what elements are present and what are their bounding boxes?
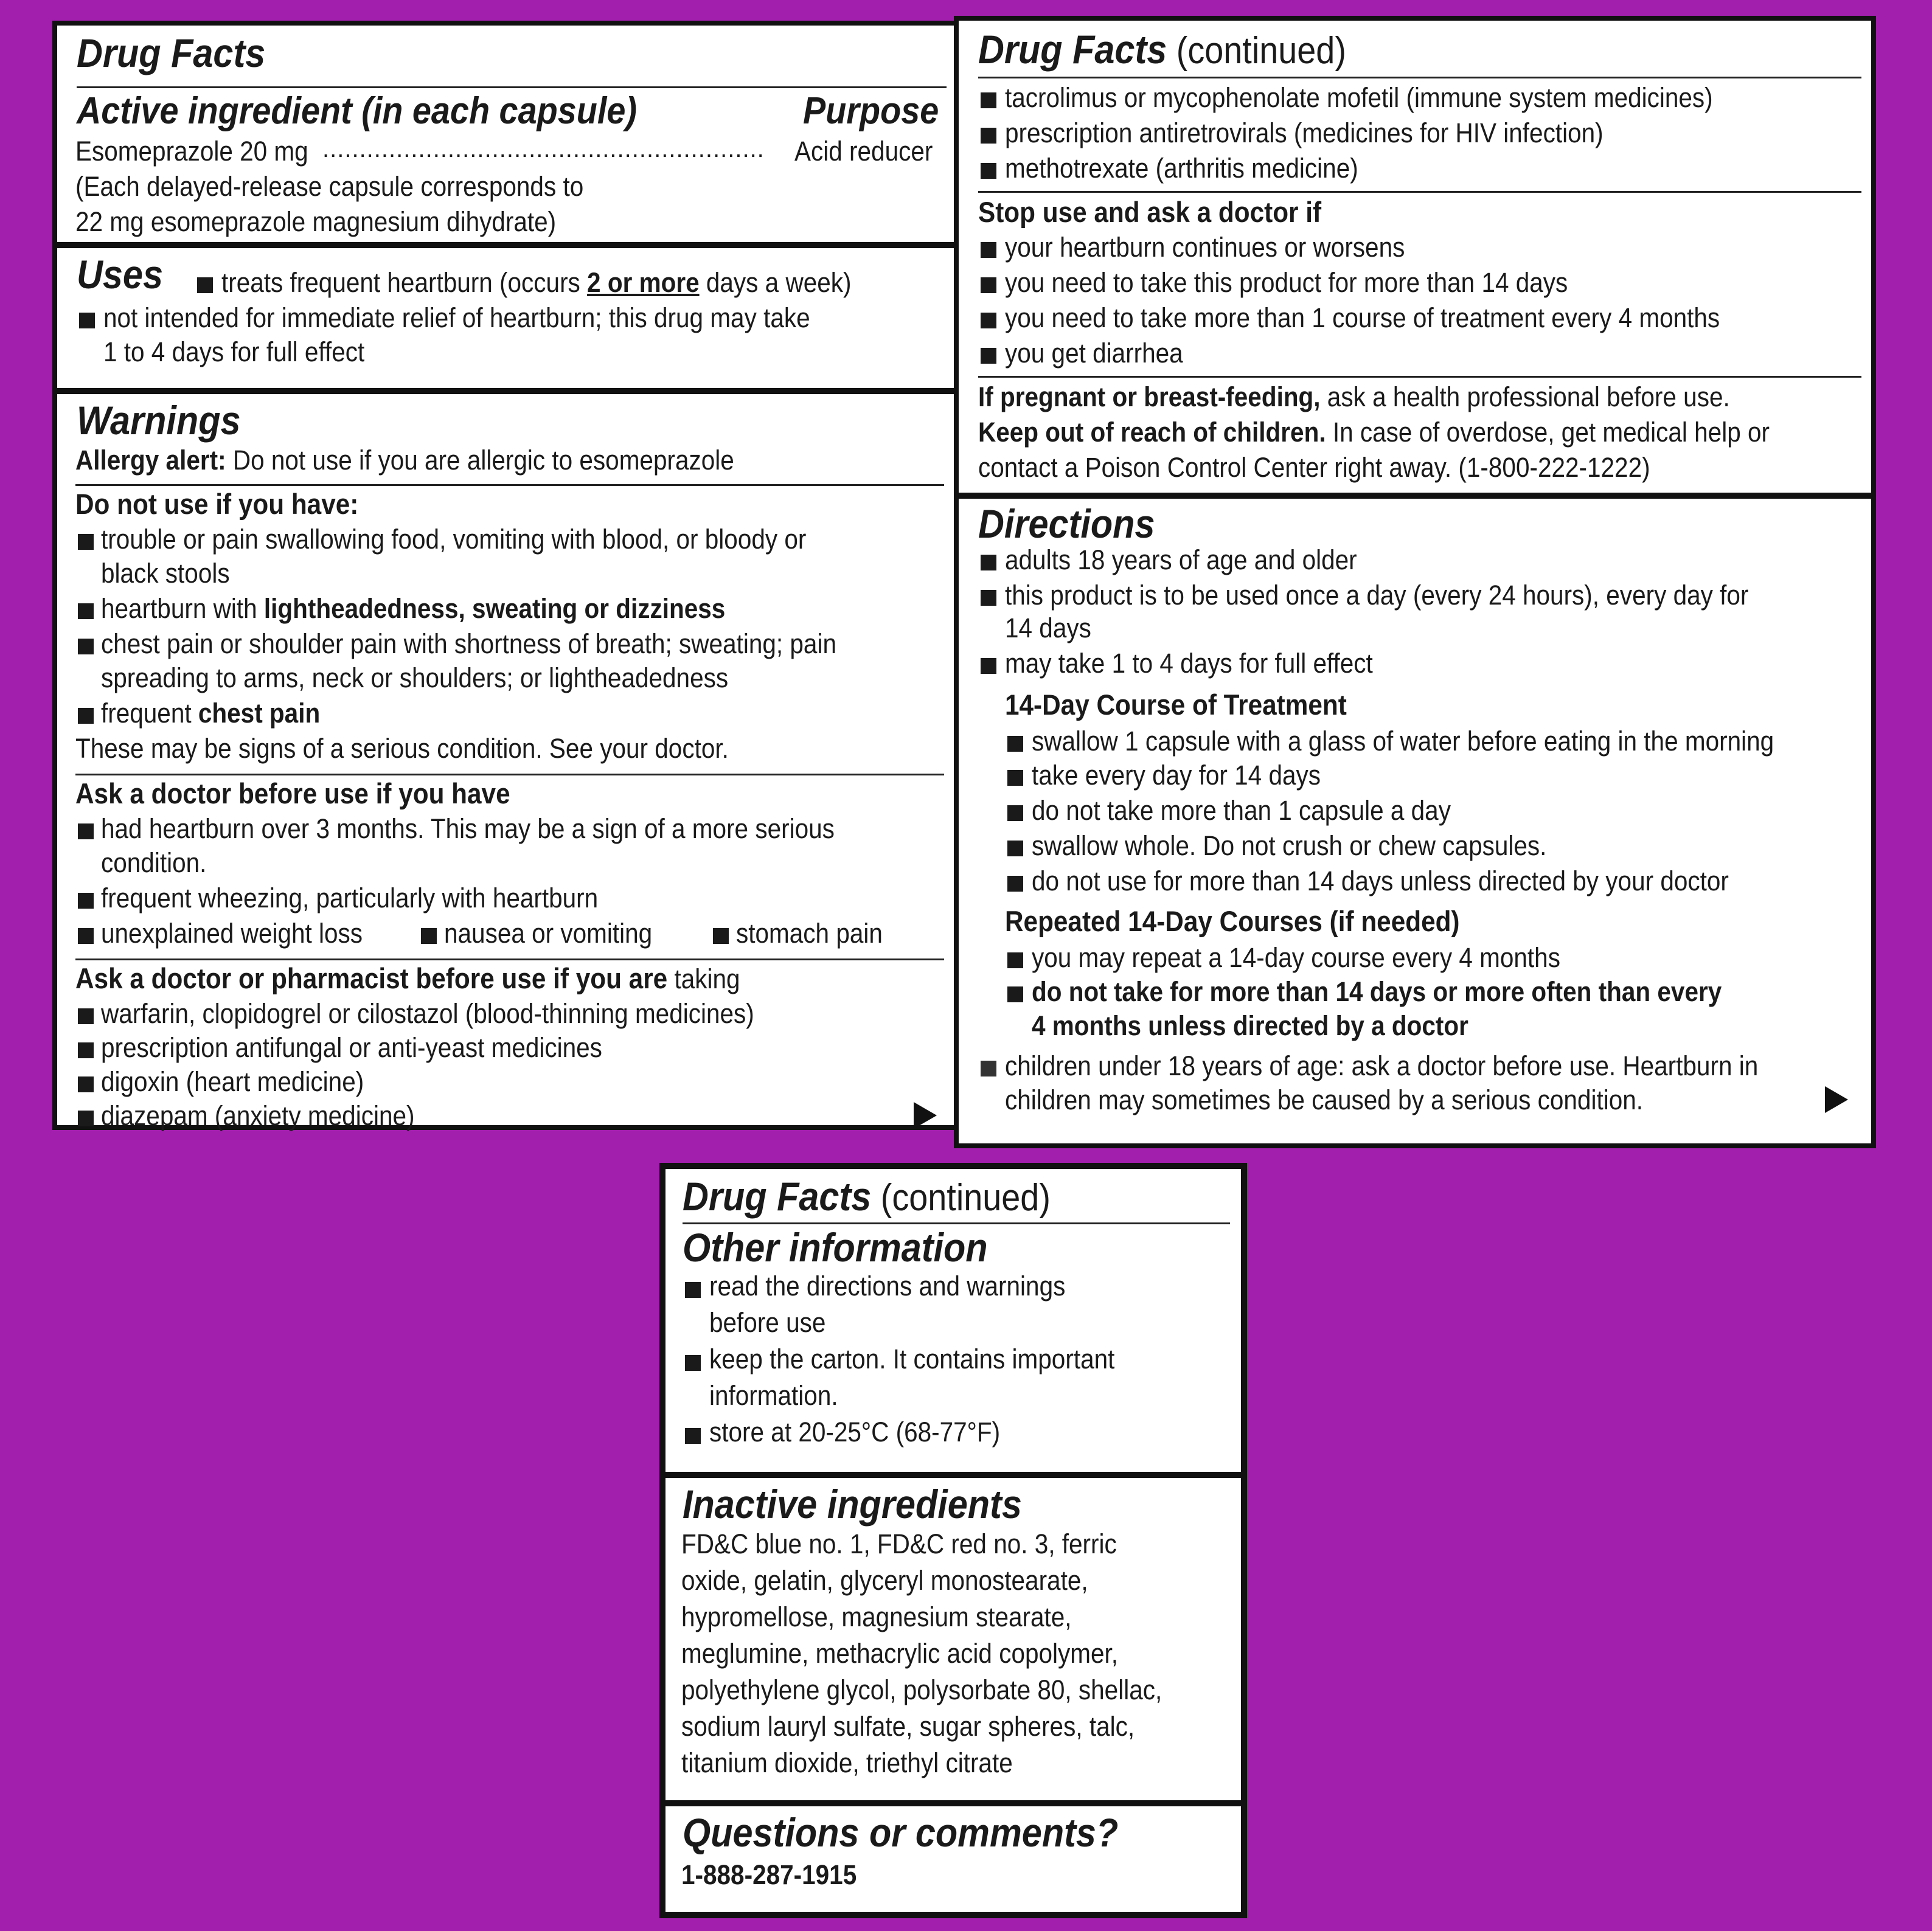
course-item-2: take every day for 14 days: [1032, 760, 1321, 791]
square-bullet-icon: [197, 277, 213, 293]
ask-pharmacist-item-4: diazepam (anxiety medicine): [101, 1100, 415, 1131]
square-bullet-icon: [1007, 986, 1023, 1002]
do-not-use-item-1-line2: black stools: [101, 558, 230, 589]
uses-heading: Uses: [77, 252, 164, 297]
title-rule-2: [978, 77, 1861, 78]
continue-arrow-icon: [1825, 1086, 1848, 1113]
do-not-use-item-2: [101, 592, 725, 625]
square-bullet-icon: [981, 163, 996, 179]
repeat-item-1: you may repeat a 14-day course every 4 months: [1032, 942, 1560, 973]
stop-use-item-2: you need to take this product for more than 14 days: [1005, 267, 1568, 298]
course-item-1: swallow 1 capsule with a glass of water before eating in the morning: [1032, 726, 1774, 757]
ingredient-purpose: Acid reducer: [794, 136, 933, 167]
keep-out-label: Keep out of reach of children.: [978, 417, 1326, 448]
other-information-heading: Other information: [683, 1225, 988, 1270]
square-bullet-icon: [1007, 841, 1023, 856]
directions-item-2-line2: 14 days: [1005, 612, 1091, 643]
ask-doctor-item-4: nausea or vomiting: [444, 918, 653, 949]
other-information-section: [665, 1169, 1241, 1472]
inactive-line: titanium dioxide, triethyl citrate: [681, 1747, 1013, 1778]
children-note-line1: children under 18 years of age: ask a doctor before use. Heartburn in: [1005, 1050, 1759, 1081]
square-bullet-icon: [78, 928, 94, 944]
square-bullet-icon: [1007, 736, 1023, 752]
do-not-use-item-3-line2: spreading to arms, neck or shoulders; or lightheadedness: [101, 662, 729, 693]
questions-phone: 1-888-287-1915: [681, 1859, 857, 1890]
stop-use-item-1: your heartburn continues or worsens: [1005, 232, 1405, 263]
square-bullet-icon: [78, 893, 94, 909]
square-bullet-icon: [981, 313, 996, 328]
ingredient-note-line2: 22 mg esomeprazole magnesium dihydrate): [75, 206, 557, 237]
square-bullet-icon: [685, 1355, 701, 1371]
course-item-5: do not use for more than 14 days unless directed by your doctor: [1032, 865, 1729, 896]
square-bullet-icon: [981, 277, 996, 293]
directions-item-1: adults 18 years of age and older: [1005, 544, 1357, 575]
pregnancy-text: ask a health professional before use.: [1320, 381, 1730, 412]
course-item-4: swallow whole. Do not crush or chew capsules.: [1032, 830, 1547, 861]
pregnancy-label: If pregnant or breast-feeding,: [978, 381, 1321, 412]
continued-rule-2: [978, 376, 1861, 378]
square-bullet-icon: [685, 1428, 701, 1444]
ask-doctor-item-3: unexplained weight loss: [101, 918, 363, 949]
drug-facts-title-3: Drug Facts: [683, 1174, 872, 1219]
directions-item-2-line1: this product is to be used once a day (every 24 hours), every day for: [1005, 580, 1749, 611]
ask-doctor-item-1-line1: had heartburn over 3 months. This may be a sign of a more serious: [101, 813, 835, 844]
uses-item-1: [221, 266, 851, 299]
directions-section: [959, 499, 1871, 1143]
drug-facts-panel-1: [52, 21, 959, 1130]
other-item-3: store at 20-25°C (68-77°F): [709, 1416, 1001, 1447]
questions-heading: Questions or comments?: [683, 1810, 1119, 1855]
inactive-line: sodium lauryl sulfate, sugar spheres, talc,: [681, 1711, 1135, 1742]
square-bullet-icon: [713, 928, 729, 944]
continued-warnings-section: [959, 21, 1871, 493]
do-not-use-item-4: [101, 697, 320, 730]
do-not-use-item-1-line1: trouble or pain swallowing food, vomiting with blood, or bloody or: [101, 524, 807, 555]
do-not-use-item-4-pre: frequent: [101, 698, 198, 729]
course-item-3: do not take more than 1 capsule a day: [1032, 795, 1451, 826]
allergy-alert-label: Allergy alert:: [75, 445, 226, 476]
square-bullet-icon: [981, 1061, 996, 1076]
purpose-heading: Purpose: [803, 90, 939, 132]
inactive-ingredients-heading: Inactive ingredients: [683, 1482, 1022, 1527]
keep-out-text: In case of overdose, get medical help or: [1326, 417, 1770, 448]
repeat-heading: Repeated 14-Day Courses (if needed): [1005, 905, 1460, 937]
square-bullet-icon: [981, 658, 996, 674]
square-bullet-icon: [78, 1042, 94, 1058]
square-bullet-icon: [1007, 952, 1023, 968]
square-bullet-icon: [78, 1111, 94, 1126]
warnings-rule-3: [75, 959, 944, 960]
warnings-heading: Warnings: [77, 398, 241, 443]
ask-pharmacist-item-2: prescription antifungal or anti-yeast medicines: [101, 1032, 602, 1063]
uses-item-1-pre: treats frequent heartburn (occurs: [221, 267, 588, 298]
uses-item-1-post: days a week): [699, 267, 852, 298]
uses-item-1-emphasis: 2 or more: [587, 267, 700, 298]
drug-facts-title: Drug Facts: [77, 30, 266, 75]
square-bullet-icon: [78, 639, 94, 654]
inactive-line: polyethylene glycol, polysorbate 80, shellac,: [681, 1674, 1162, 1705]
drug-facts-title-2: Drug Facts: [978, 27, 1167, 72]
inactive-ingredients-section: [665, 1478, 1241, 1800]
serious-condition-note: These may be signs of a serious condition. See your doctor.: [75, 733, 729, 764]
do-not-use-item-2-emphasis: lightheadedness, sweating or dizziness: [263, 593, 726, 624]
square-bullet-icon: [78, 708, 94, 724]
square-bullet-icon: [421, 928, 437, 944]
ask-pharmacist-taking: taking: [667, 963, 740, 994]
ask-pharmacist-item-3: digoxin (heart medicine): [101, 1066, 364, 1097]
square-bullet-icon: [981, 555, 996, 570]
uses-item-2-line2: 1 to 4 days for full effect: [103, 336, 365, 367]
title-rule: [77, 86, 947, 88]
allergy-alert-text: Do not use if you are allergic to esomeprazole: [226, 445, 734, 476]
ingredient-dots: ............................................................: [322, 136, 765, 162]
children-note-line2: children may sometimes be caused by a serious condition.: [1005, 1084, 1644, 1115]
square-bullet-icon: [981, 128, 996, 144]
uses-item-2-line1: not intended for immediate relief of heartburn; this drug may take: [103, 302, 810, 333]
ask-doctor-heading: Ask a doctor before use if you have: [75, 777, 510, 809]
ingredient-name: Esomeprazole 20 mg: [75, 136, 308, 167]
active-ingredient-heading: Active ingredient (in each capsule): [77, 90, 637, 132]
continued-rule-1: [978, 191, 1861, 193]
square-bullet-icon: [78, 603, 94, 619]
square-bullet-icon: [981, 242, 996, 258]
questions-section: [665, 1806, 1241, 1912]
do-not-use-item-4-emphasis: chest pain: [198, 698, 321, 729]
drug-facts-panel-2: [954, 16, 1876, 1148]
continued-label: (continued): [1167, 30, 1346, 72]
keep-out-of-reach: [978, 416, 1770, 449]
stop-use-item-4: you get diarrhea: [1005, 338, 1183, 369]
repeat-item-2-line2: 4 months unless directed by a doctor: [1032, 1010, 1468, 1041]
continued-item-2: prescription antiretrovirals (medicines for HIV infection): [1005, 117, 1604, 148]
poison-control: contact a Poison Control Center right away. (1-800-222-1222): [978, 452, 1650, 483]
ask-pharmacist-item-1: warfarin, clopidogrel or cilostazol (blood-thinning medicines): [101, 998, 754, 1029]
other-item-2-line1: keep the carton. It contains important: [709, 1343, 1115, 1375]
directions-item-3: may take 1 to 4 days for full effect: [1005, 648, 1373, 679]
ask-pharmacist-heading-bold: Ask a doctor or pharmacist before use if you are: [75, 962, 668, 994]
warnings-rule-2: [75, 774, 944, 775]
active-ingredient-section: [57, 26, 954, 242]
square-bullet-icon: [79, 313, 95, 328]
repeat-item-2-line1: do not take for more than 14 days or more often than every: [1032, 976, 1722, 1007]
pregnancy-warning: [978, 381, 1730, 414]
drug-facts-panel-3: [659, 1163, 1247, 1918]
continued-item-3: methotrexate (arthritis medicine): [1005, 153, 1358, 184]
uses-section: [57, 248, 954, 388]
directions-heading: Directions: [978, 501, 1155, 546]
square-bullet-icon: [981, 92, 996, 108]
drug-facts-continued-title-3: [683, 1174, 1051, 1221]
continued-label-3: (continued): [871, 1177, 1051, 1219]
title-rule-3: [683, 1222, 1230, 1224]
ingredient-note-line1: (Each delayed-release capsule corresponds to: [75, 171, 584, 202]
continued-item-1: tacrolimus or mycophenolate mofetil (immune system medicines): [1005, 82, 1713, 113]
square-bullet-icon: [78, 1008, 94, 1024]
square-bullet-icon: [1007, 770, 1023, 786]
square-bullet-icon: [981, 590, 996, 606]
square-bullet-icon: [78, 534, 94, 550]
continue-arrow-icon: [914, 1102, 937, 1129]
ask-pharmacist-heading: [75, 962, 740, 996]
warnings-rule-1: [75, 484, 944, 486]
square-bullet-icon: [78, 823, 94, 839]
stop-use-heading: Stop use and ask a doctor if: [978, 196, 1322, 228]
inactive-line: meglumine, methacrylic acid copolymer,: [681, 1638, 1119, 1669]
ask-doctor-item-2: frequent wheezing, particularly with heartburn: [101, 882, 599, 913]
inactive-line: hypromellose, magnesium stearate,: [681, 1601, 1072, 1632]
other-item-1-line1: read the directions and warnings: [709, 1271, 1066, 1302]
square-bullet-icon: [981, 348, 996, 364]
drug-facts-continued-title: [978, 27, 1346, 74]
other-item-2-line2: information.: [709, 1380, 838, 1411]
course-heading: 14-Day Course of Treatment: [1005, 688, 1347, 721]
ask-doctor-item-1-line2: condition.: [101, 847, 207, 878]
allergy-alert: [75, 444, 734, 477]
ask-doctor-item-5: stomach pain: [736, 918, 883, 949]
square-bullet-icon: [78, 1076, 94, 1092]
do-not-use-item-2-pre: heartburn with: [101, 593, 264, 624]
do-not-use-heading: Do not use if you have:: [75, 488, 359, 520]
square-bullet-icon: [1007, 876, 1023, 892]
other-item-1-line2: before use: [709, 1307, 826, 1338]
square-bullet-icon: [685, 1282, 701, 1298]
inactive-line: oxide, gelatin, glyceryl monostearate,: [681, 1565, 1088, 1596]
stop-use-item-3: you need to take more than 1 course of treatment every 4 months: [1005, 302, 1720, 333]
warnings-section: [57, 394, 954, 1131]
inactive-line: FD&C blue no. 1, FD&C red no. 3, ferric: [681, 1528, 1117, 1559]
do-not-use-item-3-line1: chest pain or shoulder pain with shortness of breath; sweating; pain: [101, 628, 836, 659]
square-bullet-icon: [1007, 805, 1023, 821]
